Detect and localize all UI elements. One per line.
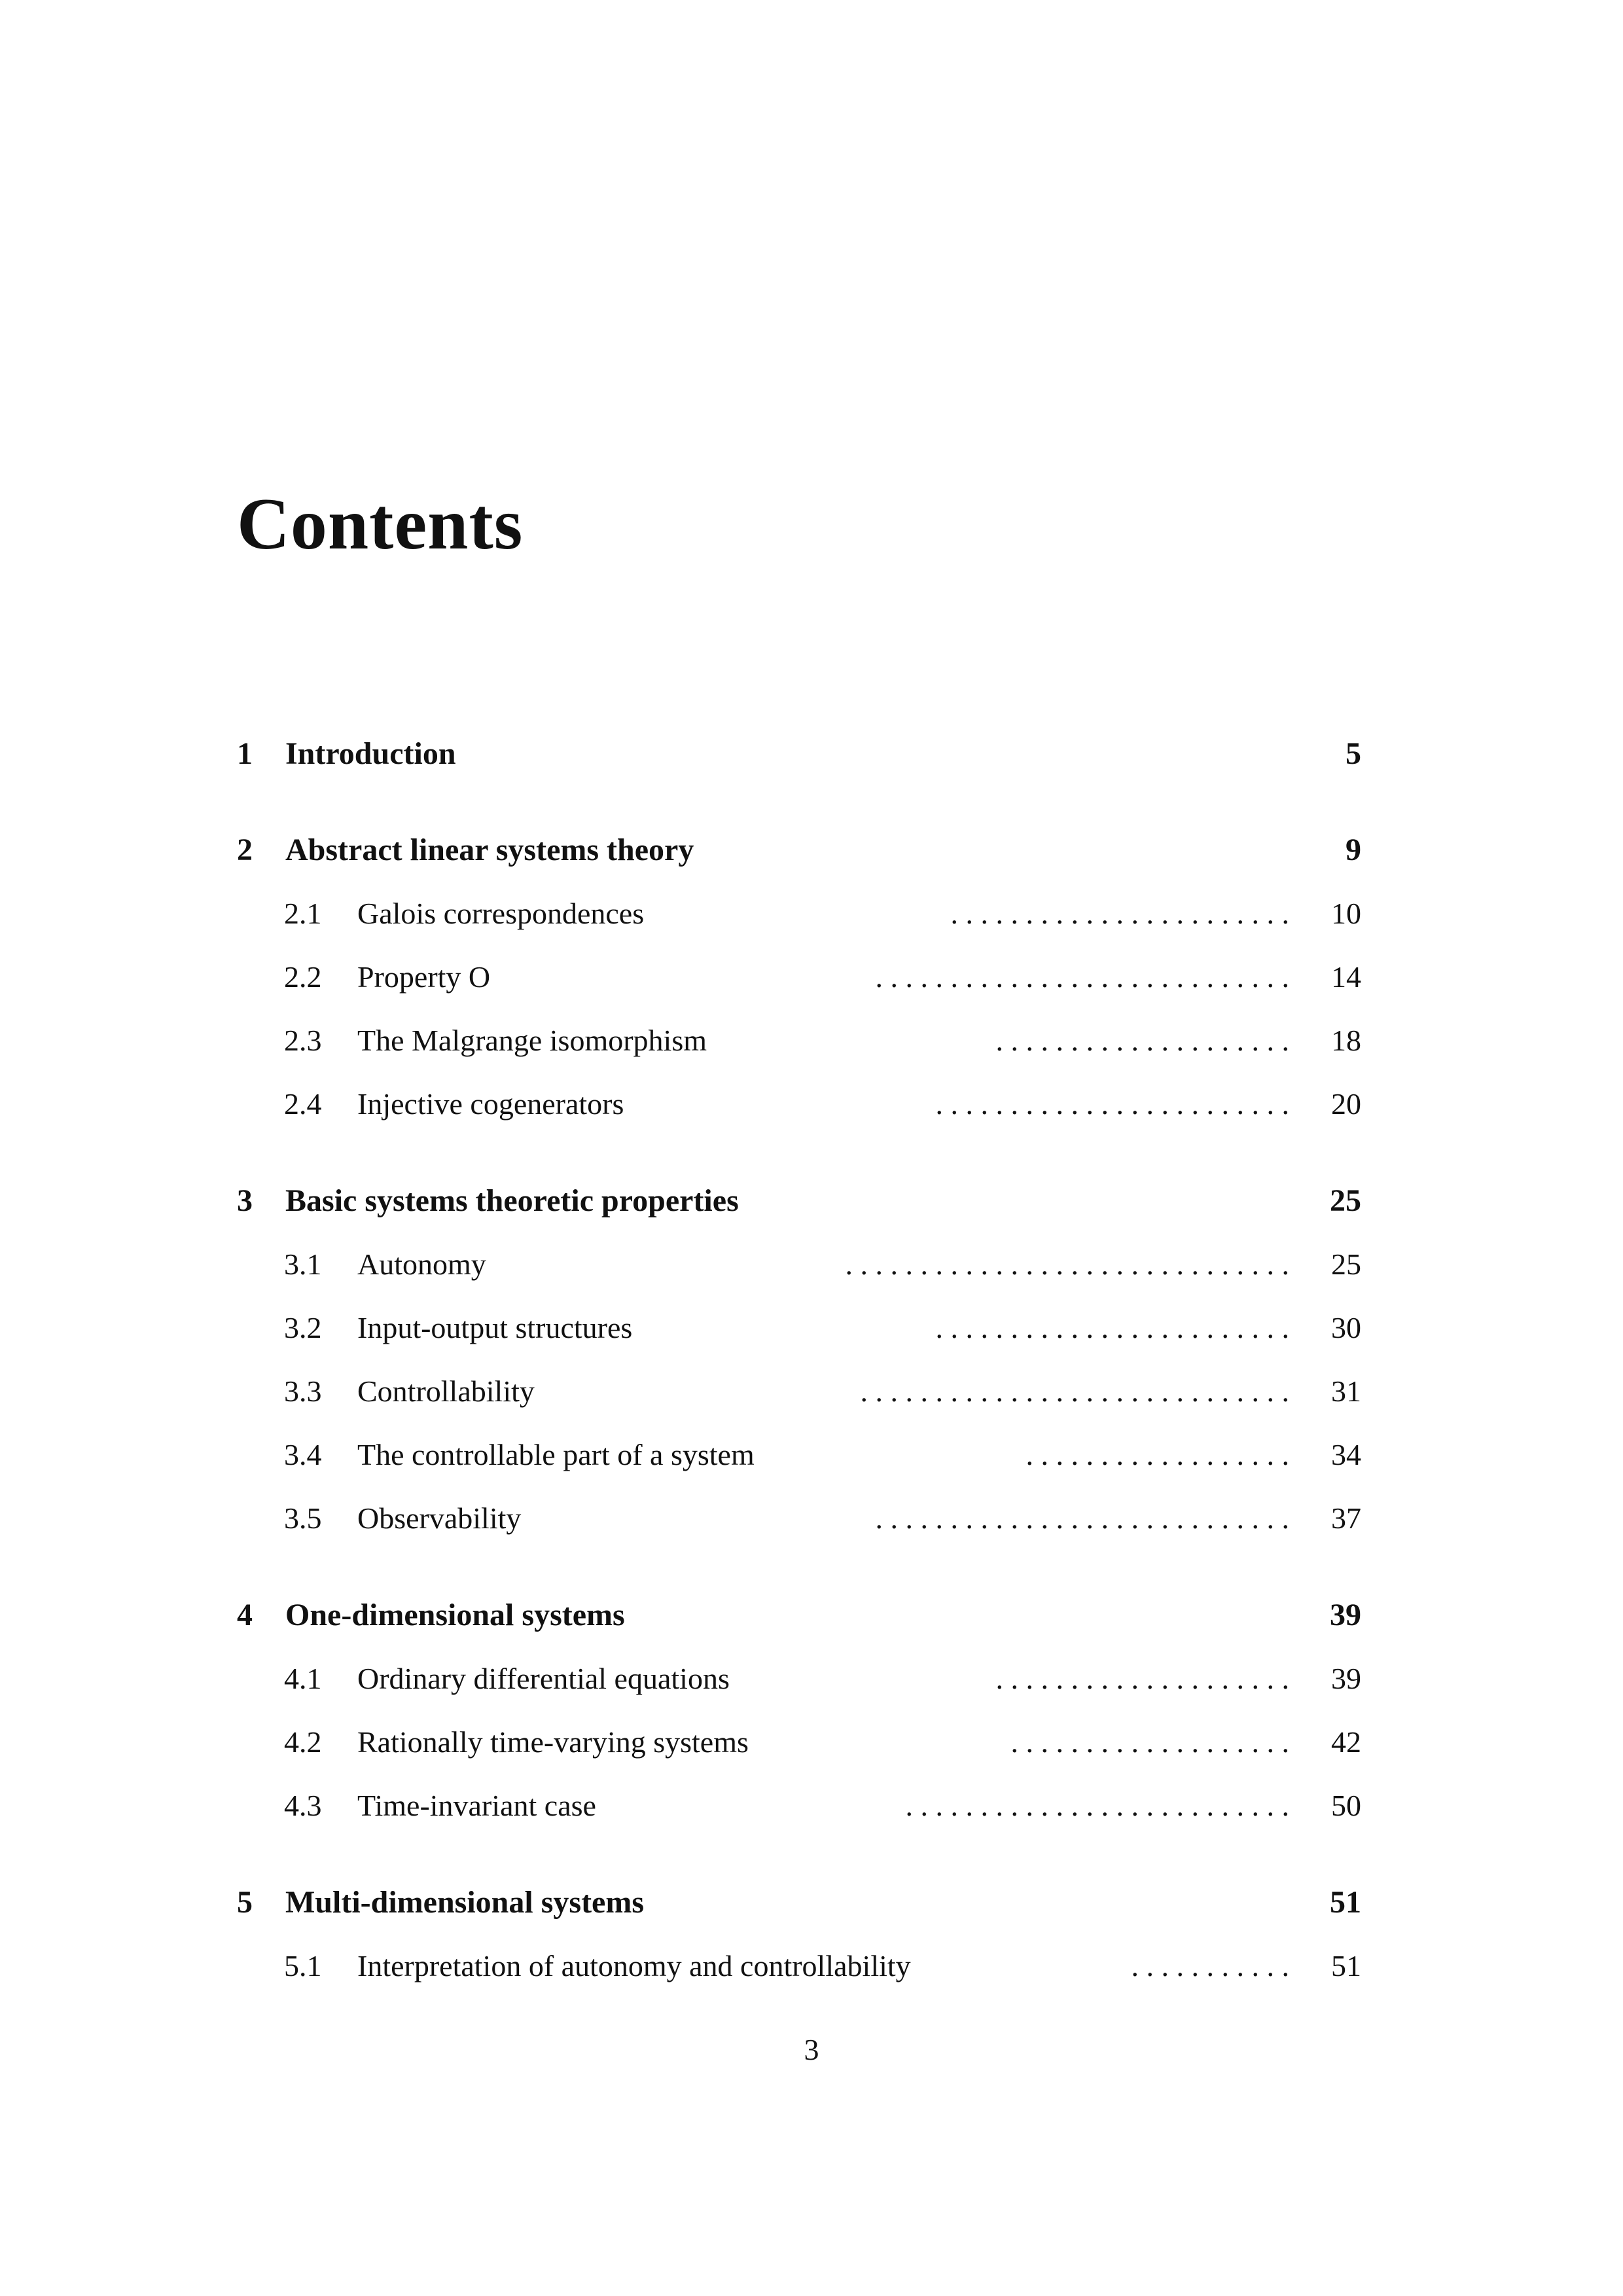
section-number: 2.1 (284, 897, 322, 930)
section-title: Injective cogenerators (357, 1087, 624, 1121)
toc-chapter-2[interactable] (237, 831, 1361, 870)
section-title: The controllable part of a system (357, 1438, 755, 1471)
dot-leader: . . . . . . . . . . . . . . . . . . (1026, 1438, 1289, 1471)
section-page-number: 42 (1331, 1725, 1361, 1759)
section-page-number: 39 (1331, 1662, 1361, 1695)
toc-section-3-1[interactable] (284, 1245, 1361, 1284)
section-number: 3.2 (284, 1311, 322, 1344)
section-page-number: 30 (1331, 1311, 1361, 1344)
toc-chapter-5[interactable] (237, 1883, 1361, 1922)
section-page-number: 51 (1331, 1949, 1361, 1982)
chapter-page-number: 5 (1346, 736, 1361, 771)
section-number: 5.1 (284, 1949, 322, 1982)
toc-section-4-2[interactable] (284, 1723, 1361, 1762)
dot-leader: . . . . . . . . . . . . . . . . . . . . . . . . . . . . . . (845, 1247, 1289, 1281)
section-number: 3.5 (284, 1501, 322, 1535)
toc-section-2-3[interactable] (284, 1021, 1361, 1060)
section-number: 3.4 (284, 1438, 322, 1471)
page-number-footer: 3 (804, 2033, 819, 2066)
chapter-title: One-dimensional systems (285, 1598, 625, 1632)
chapter-number: 3 (237, 1183, 253, 1218)
section-title: Observability (357, 1501, 522, 1535)
toc-section-2-1[interactable] (284, 894, 1361, 933)
dot-leader: . . . . . . . . . . . . . . . . . . . . (995, 1024, 1289, 1057)
section-title: The Malgrange isomorphism (357, 1024, 707, 1057)
section-number: 4.3 (284, 1789, 322, 1822)
section-title: Interpretation of autonomy and controllability (357, 1949, 911, 1982)
section-page-number: 14 (1331, 960, 1361, 994)
toc-section-3-3[interactable] (284, 1372, 1361, 1411)
dot-leader: . . . . . . . . . . . . . . . . . . . . . . . . . . . . . (860, 1374, 1289, 1408)
section-title: Time-invariant case (357, 1789, 596, 1822)
section-number: 3.3 (284, 1374, 322, 1408)
chapter-number: 1 (237, 736, 253, 771)
toc-section-4-3[interactable] (284, 1786, 1361, 1825)
section-page-number: 31 (1331, 1374, 1361, 1408)
toc-section-2-2[interactable] (284, 958, 1361, 997)
dot-leader: . . . . . . . . . . . . . . . . . . . . . . . . (935, 1311, 1289, 1344)
section-number: 2.2 (284, 960, 322, 994)
toc-section-2-4[interactable] (284, 1085, 1361, 1124)
section-page-number: 37 (1331, 1501, 1361, 1535)
dot-leader: . . . . . . . . . . . . . . . . . . . (1010, 1725, 1289, 1759)
chapter-page-number: 9 (1346, 833, 1361, 867)
page-title: Contents (237, 484, 524, 565)
section-number: 2.3 (284, 1024, 322, 1057)
dot-leader: . . . . . . . . . . . . . . . . . . . . . . . . (935, 1087, 1289, 1121)
chapter-page-number: 25 (1330, 1183, 1361, 1218)
section-number: 2.4 (284, 1087, 322, 1121)
toc-section-3-5[interactable] (284, 1499, 1361, 1538)
section-page-number: 50 (1331, 1789, 1361, 1822)
section-title: Rationally time-varying systems (357, 1725, 749, 1759)
chapter-title: Multi-dimensional systems (285, 1885, 645, 1920)
toc-section-3-4[interactable] (284, 1435, 1361, 1475)
dot-leader: . . . . . . . . . . . . . . . . . . . . (995, 1662, 1289, 1695)
section-number: 3.1 (284, 1247, 322, 1281)
section-title: Autonomy (357, 1247, 486, 1281)
section-page-number: 25 (1331, 1247, 1361, 1281)
dot-leader: . . . . . . . . . . . . . . . . . . . . . . . . . . . . (875, 1501, 1289, 1535)
section-title: Input-output structures (357, 1311, 633, 1344)
dot-leader: . . . . . . . . . . . . . . . . . . . . . . . (950, 897, 1289, 930)
section-number: 4.1 (284, 1662, 322, 1695)
chapter-title: Introduction (285, 736, 456, 771)
dot-leader: . . . . . . . . . . . . . . . . . . . . . . . . . . (905, 1789, 1289, 1822)
section-title: Controllability (357, 1374, 535, 1408)
section-page-number: 34 (1331, 1438, 1361, 1471)
dot-leader: . . . . . . . . . . . . . . . . . . . . . . . . . . . . (875, 960, 1289, 994)
toc-chapter-1[interactable] (237, 734, 1361, 774)
section-number: 4.2 (284, 1725, 322, 1759)
toc-chapter-4[interactable] (237, 1596, 1361, 1635)
chapter-number: 4 (237, 1598, 253, 1632)
toc-section-5-1[interactable] (284, 1946, 1361, 1986)
chapter-page-number: 51 (1330, 1885, 1361, 1920)
section-page-number: 10 (1331, 897, 1361, 930)
toc-section-3-2[interactable] (284, 1308, 1361, 1348)
toc-chapter-3[interactable] (237, 1181, 1361, 1221)
chapter-number: 2 (237, 833, 253, 867)
toc-section-4-1[interactable] (284, 1659, 1361, 1698)
chapter-title: Abstract linear systems theory (285, 833, 694, 867)
section-title: Galois correspondences (357, 897, 645, 930)
dot-leader: . . . . . . . . . . . (1131, 1949, 1289, 1982)
chapter-title: Basic systems theoretic properties (285, 1183, 739, 1218)
section-page-number: 20 (1331, 1087, 1361, 1121)
section-page-number: 18 (1331, 1024, 1361, 1057)
chapter-number: 5 (237, 1885, 253, 1920)
section-title: Ordinary differential equations (357, 1662, 730, 1695)
chapter-page-number: 39 (1330, 1598, 1361, 1632)
section-title: Property O (357, 960, 491, 994)
